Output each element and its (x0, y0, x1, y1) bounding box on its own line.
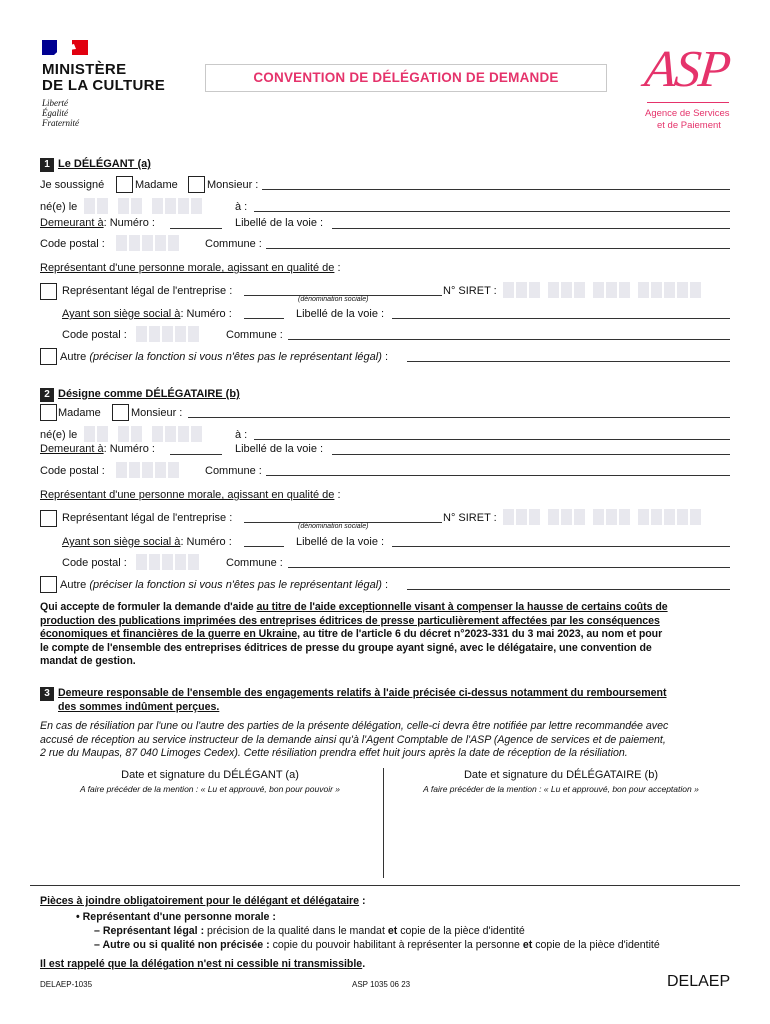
delegant-rep-legal-label: Représentant légal de l'entreprise : (62, 285, 233, 297)
pieces-separator (30, 885, 740, 886)
acceptance-paragraph: Qui accepte de formuler la demande d'aide au titre de l'aide exceptionnelle visant à compenser la hausse de certains coûts de production des publications imprimées des entreprises éditrices de presse particulièrement affectées par les conséquences économiques et financières de la guerre en Ukraine, au titre de l'article 6 du décret n°2023-331 du 3 mai 2023, au nom et pour le compte de l'ensemble des entreprises éditrices de presse du groupe ayant signé, avec le délégataire, une convention de mandat de gestion. (40, 601, 668, 667)
section-2-title (40, 388, 240, 402)
delegataire-signature-title: Date et signature du DÉLÉGATAIRE (b) (463, 769, 658, 781)
delegant-siege-street-field[interactable] (392, 318, 730, 319)
delegant-siret-label: N° SIRET : (443, 285, 497, 297)
delegant-birthplace-field[interactable] (254, 211, 730, 212)
delegant-signature-area[interactable] (40, 798, 380, 878)
delegant-monsieur-checkbox[interactable] (188, 176, 205, 193)
delegataire-birthplace-label: à : (235, 429, 248, 441)
pieces-bullet: • Représentant d'une personne morale : (76, 911, 276, 923)
delegant-siege-commune-field[interactable] (288, 339, 730, 340)
delegant-commune-field[interactable] (266, 248, 730, 249)
delegant-autre-checkbox[interactable] (40, 348, 57, 365)
section-3-number: 3 (40, 687, 54, 701)
delegant-siege-commune-label: Commune : (226, 329, 283, 341)
delegant-siege-label: Ayant son siège social à: Numéro : (62, 308, 232, 320)
delegant-madame-checkbox[interactable] (116, 176, 133, 193)
asp-subtitle-1: Agence de Services (645, 108, 730, 119)
delegant-denomination-hint: (dénomination sociale) (298, 296, 369, 303)
delegataire-commune-label: Commune : (205, 465, 262, 477)
delegataire-siege-number-field[interactable] (244, 546, 284, 547)
section-3-title: 3 Demeure responsable de l'ensemble des engagements relatifs à l'aide précisée ci-dessus notamment du remboursement des sommes indûment perçues. (40, 687, 740, 715)
section-1-number: 1 (40, 158, 54, 172)
delegataire-pm-heading: Représentant d'une personne morale, agissant en qualité de : (40, 489, 341, 501)
delegataire-street-number-field[interactable] (170, 454, 222, 455)
footer-form-code: DELAEP-1035 (40, 980, 93, 989)
republic-motto (42, 98, 79, 128)
delegataire-rep-legal-label: Représentant légal de l'entreprise : (62, 512, 233, 524)
delegataire-siege-libelle-label: Libellé de la voie : (296, 536, 385, 548)
delegant-birthplace-label: à : (235, 201, 248, 213)
section-1-title (40, 158, 151, 172)
title-box (205, 64, 607, 92)
delegataire-signature-mention: A faire précéder de la mention : « Lu et approuvé, bon pour acceptation » (423, 784, 699, 794)
footer-reference: ASP 1035 06 23 (352, 980, 411, 989)
ministry-name (42, 62, 165, 94)
delegataire-siege-commune-label: Commune : (226, 557, 283, 569)
ministry-line-1: MINISTÈRE (42, 61, 127, 78)
delegataire-madame-checkbox[interactable] (40, 404, 57, 421)
delegant-code-postal-label: Code postal : (40, 238, 105, 250)
pieces-title: Pièces à joindre obligatoirement pour le délégant et délégataire : (40, 895, 366, 907)
asp-logo-text: ASP (642, 41, 732, 98)
delegataire-denomination-hint: (dénomination sociale) (298, 523, 369, 530)
delegataire-demeurant-label: Demeurant à: Numéro : (40, 443, 155, 455)
delegant-commune-label: Commune : (205, 238, 262, 250)
delegataire-siret-label: N° SIRET : (443, 512, 497, 524)
delegant-monsieur-label: Monsieur : (207, 179, 259, 191)
delegant-street-number-field[interactable] (170, 228, 222, 229)
delegataire-code-postal-label: Code postal : (40, 465, 105, 477)
page-title: CONVENTION DE DÉLÉGATION DE DEMANDE (253, 70, 559, 85)
signature-divider (383, 768, 384, 878)
delegataire-libelle-label: Libellé de la voie : (235, 443, 324, 455)
delegataire-ne-le-label: né(e) le (40, 429, 78, 441)
delegataire-street-field[interactable] (332, 454, 730, 455)
delegant-name-field[interactable] (262, 189, 730, 190)
asp-logo-underline (647, 102, 729, 103)
delegant-autre-label: Autre (préciser la fonction si vous n'êtes pas le représentant légal) : (60, 351, 389, 363)
asp-subtitle-2: et de Paiement (657, 120, 721, 131)
delegant-demeurant-label: Demeurant à: Numéro : (40, 217, 155, 229)
delegataire-siege-street-field[interactable] (392, 546, 730, 547)
delegataire-birthplace-field[interactable] (254, 439, 730, 440)
delegataire-signature-area[interactable] (388, 798, 736, 878)
delegataire-madame-label: Madame (58, 407, 101, 419)
delegant-autre-field[interactable] (407, 361, 730, 362)
asp-logo (642, 40, 740, 140)
je-soussigne-label: Je soussigné (40, 179, 105, 191)
section-1-label: Le DÉLÉGANT (a) (58, 158, 151, 170)
section-2-label: Désigne comme DÉLÉGATAIRE (b) (58, 388, 240, 400)
delegant-signature-mention: A faire précéder de la mention : « Lu et approuvé, bon pour pouvoir » (79, 784, 341, 794)
delegataire-commune-field[interactable] (266, 475, 730, 476)
footer-doc-code: DELAEP (667, 973, 731, 990)
delegant-street-field[interactable] (332, 228, 730, 229)
delegataire-name-field[interactable] (188, 417, 730, 418)
delegant-pm-heading: Représentant d'une personne morale, agissant en qualité de : (40, 262, 341, 274)
delegataire-siege-cp-label: Code postal : (62, 557, 127, 569)
delegant-signature-title: Date et signature du DÉLÉGANT (a) (121, 769, 299, 781)
delegataire-monsieur-checkbox[interactable] (112, 404, 129, 421)
marianne-flag-logo (42, 40, 88, 55)
delegataire-autre-field[interactable] (407, 589, 730, 590)
motto-egalite: Égalité (42, 108, 68, 118)
motto-liberte: Liberté (42, 98, 68, 108)
rappel-text: Il est rappelé que la délégation n'est ni cessible ni transmissible. (40, 958, 366, 970)
delegataire-rep-legal-checkbox[interactable] (40, 510, 57, 527)
delegataire-autre-checkbox[interactable] (40, 576, 57, 593)
section-2-number: 2 (40, 388, 54, 402)
delegant-rep-legal-checkbox[interactable] (40, 283, 57, 300)
delegataire-siege-commune-field[interactable] (288, 567, 730, 568)
ministry-line-2: DE LA CULTURE (42, 77, 166, 94)
delegant-ne-le-label: né(e) le (40, 201, 78, 213)
pieces-item-1: – Représentant légal : précision de la qualité dans le mandat et copie de la pièce d'identité (94, 925, 525, 937)
delegant-madame-label: Madame (135, 179, 178, 191)
resiliation-paragraph: En cas de résiliation par l'une ou l'autre des parties de la présente délégation, celle-ci devra être notifiée par lettre recommandée avec accusé de réception au service instructeur de la demande ainsi qu'à l'Agent Comptable de l'ASP (Agence de services et de paiement, 2 rue du Maupas, 87 040 Limoges Cedex). Cette résiliation prendra effet huit jours après la date de réception de la résiliation. (40, 720, 669, 759)
delegataire-autre-label: Autre (préciser la fonction si vous n'êtes pas le représentant légal) : (60, 579, 389, 591)
delegant-libelle-label: Libellé de la voie : (235, 217, 324, 229)
delegant-siege-libelle-label: Libellé de la voie : (296, 308, 385, 320)
delegant-siege-cp-label: Code postal : (62, 329, 127, 341)
motto-fraternite: Fraternité (42, 118, 79, 128)
pieces-item-2: – Autre ou si qualité non précisée : copie du pouvoir habilitant à représenter la personne et copie de la pièce d'identité (94, 939, 660, 951)
delegataire-siege-label: Ayant son siège social à: Numéro : (62, 536, 232, 548)
delegataire-monsieur-label: Monsieur : (131, 407, 183, 419)
delegant-siege-number-field[interactable] (244, 318, 284, 319)
